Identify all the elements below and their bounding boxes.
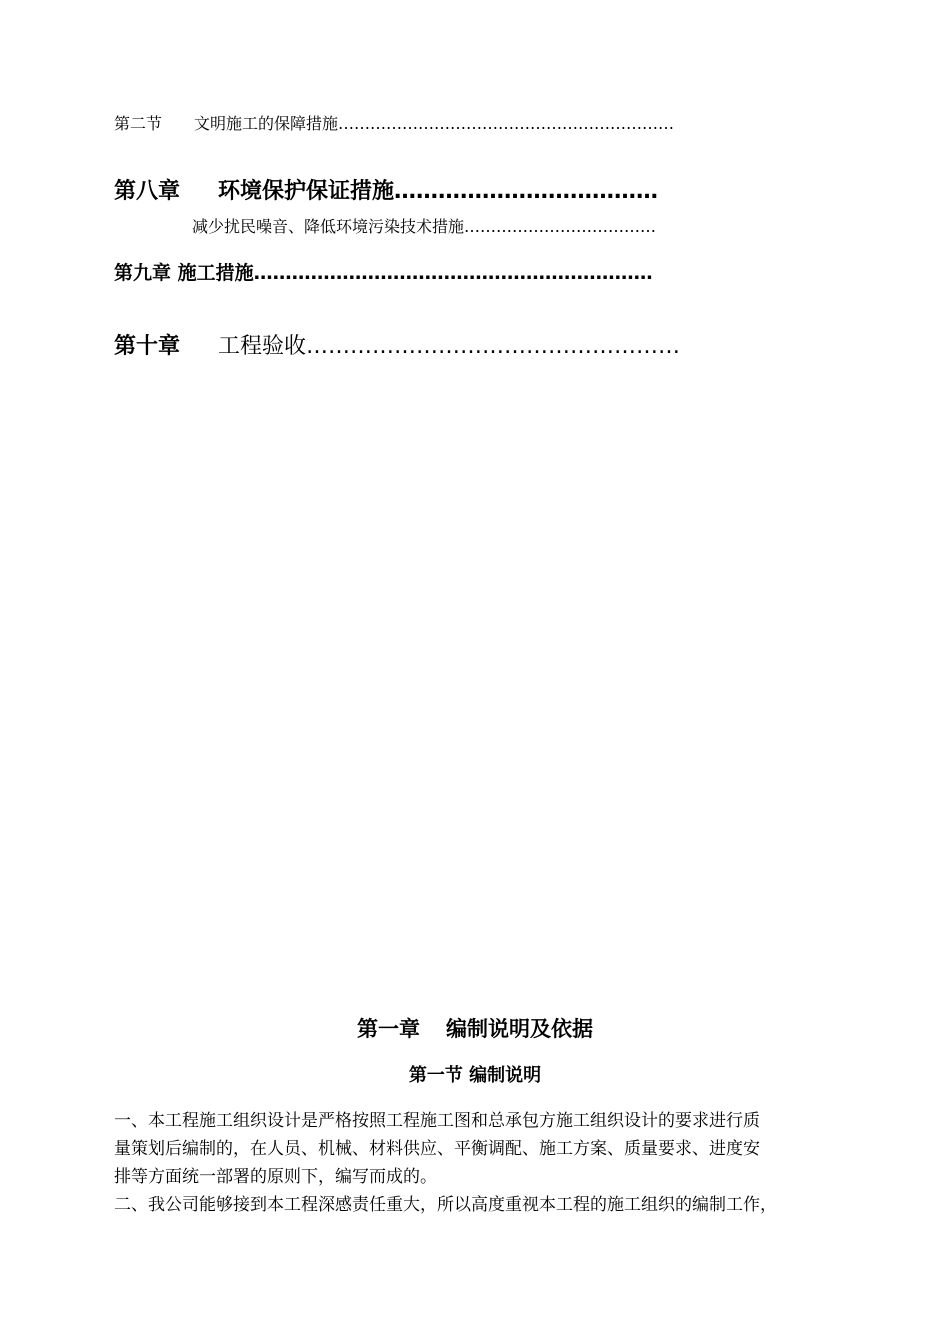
toc-chapter-number: 第十章: [114, 334, 181, 359]
toc-section-number: 第二节: [114, 114, 163, 133]
toc-entry-chapter-8[interactable]: [114, 174, 658, 205]
toc-chapter-number: 第九章: [114, 262, 172, 284]
body-line: 一、本工程施工组织设计是严格按照工程施工图和总承包方施工组织设计的要求进行质: [114, 1111, 760, 1131]
toc-section-title: 文明施工的保障措施: [194, 114, 339, 133]
body-line: 二、我公司能够接到本工程深感责任重大，所以高度重视本工程的施工组织的编制工作，: [114, 1195, 777, 1215]
toc-entry-section-2[interactable]: [114, 111, 674, 134]
toc-dot-leader: ………………………………………………………: [338, 114, 675, 133]
chapter-heading: [0, 1013, 950, 1043]
body-paragraphs: [114, 1107, 859, 1219]
toc-dot-leader: ………………………………: [394, 179, 659, 204]
toc-entry-chapter-10[interactable]: [114, 329, 680, 360]
toc-dot-leader: ………………………………………………………: [253, 262, 653, 284]
toc-subentry-title: 减少扰民噪音、降低环境污染技术措施: [192, 217, 465, 236]
chapter-number: 第一章: [357, 1017, 420, 1041]
chapter-title: 编制说明及依据: [446, 1017, 593, 1041]
toc-dot-leader: ………………………………: [464, 217, 657, 236]
body-line: 排等方面统一部署的原则下，编写而成的。: [114, 1167, 437, 1187]
toc-dot-leader: ……………………………………………: [306, 334, 681, 359]
toc-entry-chapter-9[interactable]: [114, 258, 653, 285]
toc-chapter-title: 环境保护保证措施: [218, 179, 395, 204]
section-title: 编制说明: [469, 1065, 542, 1086]
toc-entry-chapter-8-sub[interactable]: [192, 214, 656, 237]
toc-chapter-number: 第八章: [114, 179, 181, 204]
toc-chapter-title: 施工措施: [177, 262, 254, 284]
section-number: 第一节: [408, 1065, 463, 1086]
toc-chapter-title: 工程验收: [218, 334, 307, 359]
section-heading: [0, 1061, 950, 1087]
body-line: 量策划后编制的，在人员、机械、材料供应、平衡调配、施工方案、质量要求、进度安: [114, 1139, 760, 1159]
